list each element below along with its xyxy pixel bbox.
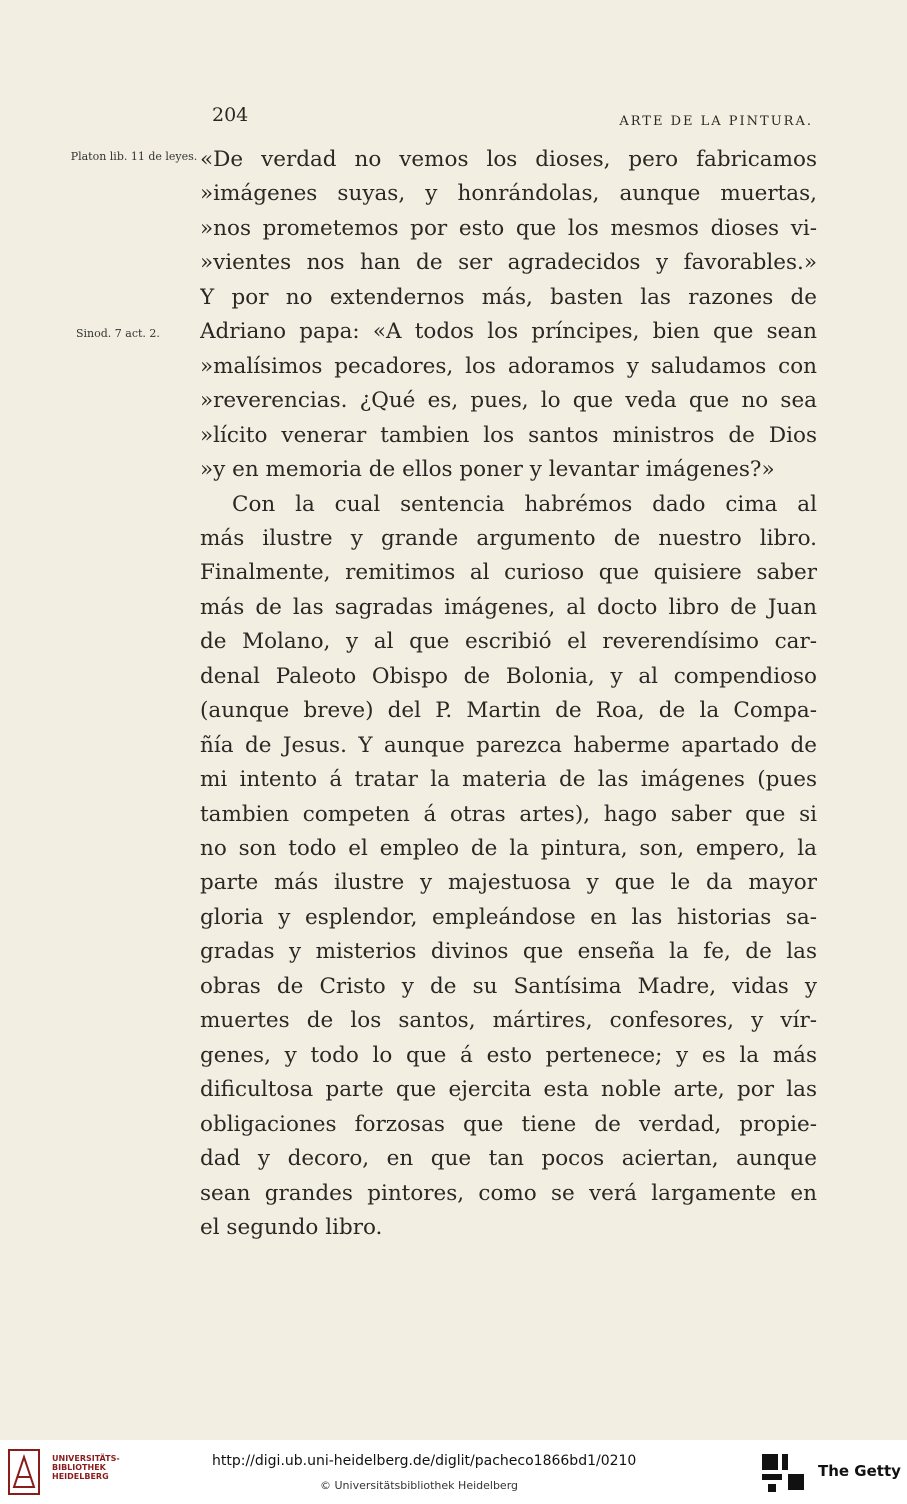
text-line: parte más ilustre y majestuosa y que le da mayor [200,870,817,896]
library-name: UNIVERSITÄTS- BIBLIOTHEK HEIDELBERG [52,1454,120,1481]
text-line: Adriano papa: «A todos los príncipes, bien que sean [200,319,817,345]
text-line: mi intento á tratar la materia de las imágenes (pues [200,767,817,793]
getty-logo-icon [760,1452,806,1494]
page-header [200,104,825,134]
text-line: Y por no extendernos más, basten las razones de [200,284,817,310]
text-line: muertes de los santos, mártires, confesores, y vír- [200,1008,817,1034]
text-line: genes, y todo lo que á esto pertenece; y es la más [200,1042,817,1068]
sidenote-platon: Platon lib. 11 de leyes. [70,150,198,163]
text-line: »y en memoria de ellos poner y levantar imágenes?» [200,457,775,483]
text-line: »malísimos pecadores, los adoramos y saludamos con [200,353,817,379]
text-line: tambien competen á otras artes), hago saber que si [200,801,817,827]
university-library-logo-icon [8,1449,40,1495]
text-line: más ilustre y grande argumento de nuestro libro. [200,525,817,551]
getty-name: The Getty [818,1462,901,1480]
text-line: Con la cual sentencia habrémos dado cima al [232,491,817,517]
text-line: Finalmente, remitimos al curioso que quisiere saber [200,560,817,586]
permalink-url[interactable]: http://digi.ub.uni-heidelberg.de/diglit/pacheco1866bd1/0210 [212,1453,637,1469]
text-line: »reverencias. ¿Qué es, pues, lo que veda que no sea [200,388,817,414]
copyright-notice: © Universitätsbibliothek Heidelberg [320,1479,519,1492]
text-line: gradas y misterios divinos que enseña la fe, de las [200,939,817,965]
text-line: gloria y esplendor, empleándose en las historias sa- [200,904,817,930]
text-line: dad y decoro, en que tan pocos aciertan, aunque [200,1146,817,1172]
text-line: más de las sagradas imágenes, al docto libro de Juan [200,594,817,620]
text-line: ñía de Jesus. Y aunque parezca haberme apartado de [200,732,817,758]
text-line: (aunque breve) del P. Martin de Roa, de la Compa- [200,698,817,724]
sidenote-sinod: Sinod. 7 act. 2. [76,327,160,340]
text-line: »vientes nos han de ser agradecidos y favorables.» [200,250,817,276]
text-line: denal Paleoto Obispo de Bolonia, y al compendioso [200,663,817,689]
text-line: obligaciones forzosas que tiene de verdad, propie- [200,1111,817,1137]
text-line: »imágenes suyas, y honrándolas, aunque muertas, [200,181,817,207]
text-line: de Molano, y al que escribió el reverendísimo car- [200,629,817,655]
text-line: dificultosa parte que ejercita esta noble arte, por las [200,1077,817,1103]
text-line: no son todo el empleo de la pintura, son, empero, la [200,836,817,861]
text-line: «De verdad no vemos los dioses, pero fabricamos [200,147,817,172]
text-line: sean grandes pintores, como se verá largamente en [200,1180,817,1206]
text-line: »nos prometemos por esto que los mesmos dioses vi- [200,215,817,241]
page-number: 204 [212,104,249,126]
viewer-footer [0,1440,907,1504]
text-line: »lícito venerar tambien los santos ministros de Dios [200,422,817,448]
text-line: obras de Cristo y de su Santísima Madre, vidas y [200,973,817,999]
running-title: ARTE DE LA PINTURA. [619,114,813,129]
text-line: el segundo libro. [200,1214,383,1240]
